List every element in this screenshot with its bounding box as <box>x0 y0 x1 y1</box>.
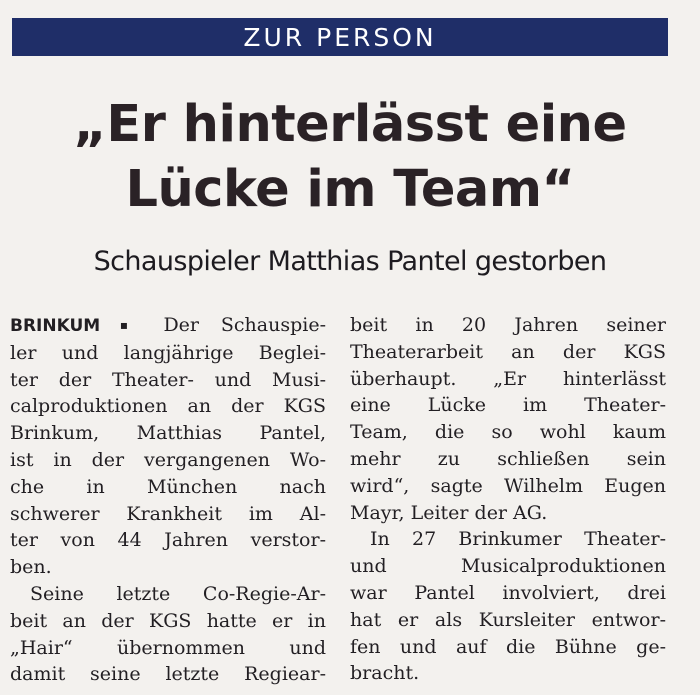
article-line: che in München nach <box>10 475 326 498</box>
article-line: ist in der vergangenen Wo- <box>10 448 326 471</box>
article-line: und Musicalproduktionen <box>350 555 666 578</box>
article-line: Team, die so wohl kaum <box>350 421 666 444</box>
article-line: Theaterarbeit an der KGS <box>350 340 666 363</box>
subheadline: Schauspieler Matthias Pantel gestorben <box>93 246 607 277</box>
headline-line-2: Lücke im Team“ <box>125 160 575 219</box>
article-line: mehr zu schließen sein <box>350 447 666 470</box>
dateline-separator: ▪ <box>100 318 164 332</box>
article-line-text: Der Schauspie- <box>163 314 326 336</box>
dateline: BRINKUM <box>10 316 101 336</box>
article-line: bracht. <box>350 662 420 685</box>
article-line <box>10 312 326 340</box>
article-line: ter von 44 Jahren verstor- <box>10 529 326 552</box>
article-line: eine Lücke im Theater- <box>350 394 666 417</box>
article-line: hat er als Kursleiter entwor- <box>350 608 666 631</box>
article-line: ter der Theater- und Musi- <box>10 368 326 391</box>
headline <box>0 92 700 222</box>
article-line: ben. <box>10 556 52 579</box>
article-column-right <box>350 312 666 687</box>
article-line: beit in 20 Jahren seiner <box>350 314 666 336</box>
article-line: Seine letzte Co-Regie-Ar- <box>30 582 326 605</box>
article-line: Mayr, Leiter der AG. <box>350 501 548 524</box>
article-line: In 27 Brinkumer Theater- <box>370 528 666 551</box>
article-line: beit an der KGS hatte er in <box>10 609 326 632</box>
article-line: schwerer Krankheit im Al- <box>10 502 326 525</box>
article-line: calproduktionen an der KGS <box>10 395 326 418</box>
article-line: überhaupt. „Er hinterlässt <box>350 367 666 390</box>
article-line: wird“, sagte Wilhelm Eugen <box>350 474 666 497</box>
article-line: damit seine letzte Regiear- <box>10 663 326 686</box>
section-label: ZUR PERSON <box>243 22 437 52</box>
headline-line-1: „Er hinterlässt eine <box>73 95 627 154</box>
article-line: war Pantel involviert, drei <box>350 581 666 604</box>
article-line: „Hair“ übernommen und <box>10 636 326 659</box>
article-line: Brinkum, Matthias Pantel, <box>10 422 326 445</box>
article-line: fen und auf die Bühne ge- <box>350 635 666 658</box>
section-banner <box>12 18 668 56</box>
article-column-left <box>10 312 326 688</box>
article-line: ler und langjährige Beglei- <box>10 341 326 364</box>
